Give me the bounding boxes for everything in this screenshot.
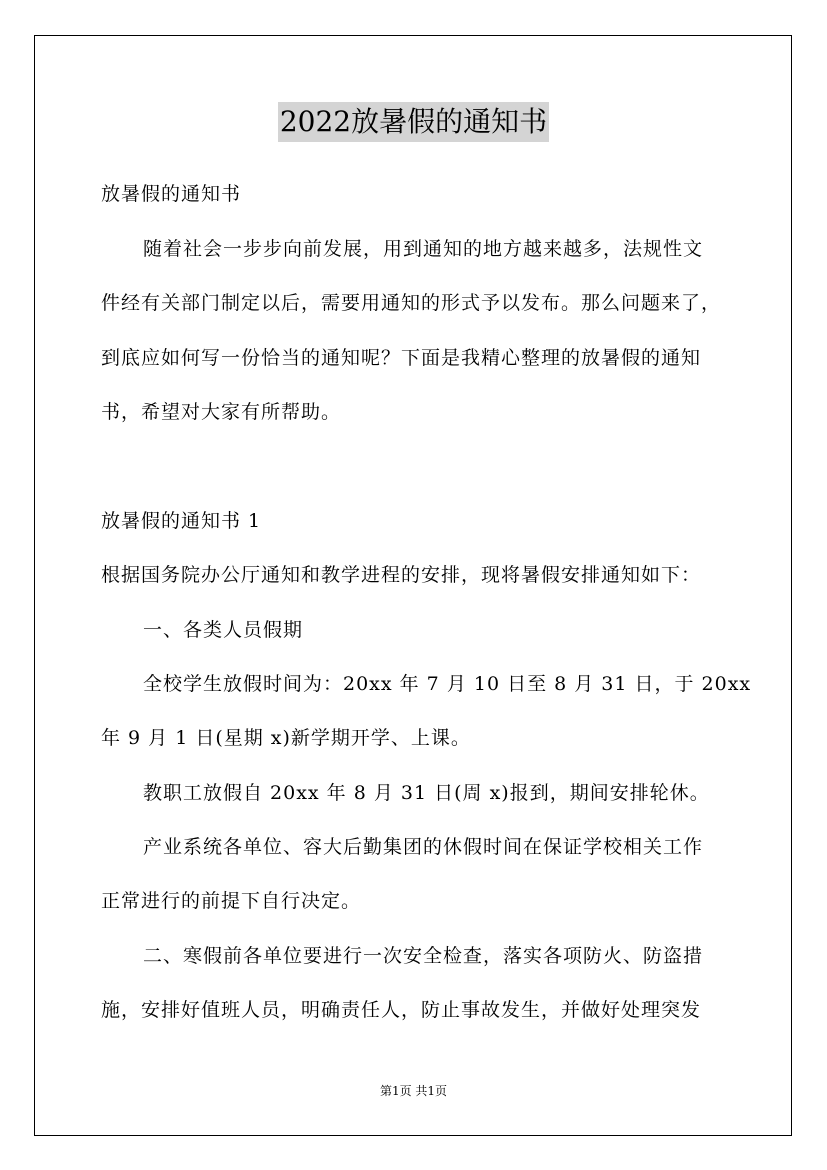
body-line: 年 9 月 1 日(星期 x)新学期开学、上课。 (101, 727, 471, 749)
section-heading: 放暑假的通知书 1 (101, 510, 262, 532)
body-line: 根据国务院办公厅通知和教学进程的安排，现将暑假安排通知如下： (101, 564, 702, 586)
body-line: 产业系统各单位、容大后勤集团的休假时间在保证学校相关工作 (143, 836, 704, 858)
intro-line: 书，希望对大家有所帮助。 (101, 401, 342, 423)
body-line: 教职工放假自 20xx 年 8 月 31 日(周 x)报到，期间安排轮休。 (143, 782, 710, 804)
document-subtitle: 放暑假的通知书 (101, 183, 242, 205)
title-container (0, 102, 827, 142)
intro-line: 随着社会一步步向前发展，用到通知的地方越来越多，法规性文 (143, 238, 704, 260)
body-line: 正常进行的前提下自行决定。 (101, 890, 362, 912)
body-line: 全校学生放假时间为：20xx 年 7 月 10 日至 8 月 31 日，于 20xx (143, 673, 752, 695)
page-footer: 第1页 共1页 (379, 1084, 448, 1098)
intro-line: 到底应如何写一份恰当的通知呢？下面是我精心整理的放暑假的通知 (101, 347, 702, 369)
intro-line: 件经有关部门制定以后，需要用通知的形式予以发布。那么问题来了， (101, 292, 722, 314)
body-line: 二、寒假前各单位要进行一次安全检查，落实各项防火、防盗措 (143, 945, 704, 967)
body-line: 施，安排好值班人员，明确责任人，防止事故发生，并做好处理突发 (101, 999, 702, 1021)
body-line: 一、各类人员假期 (143, 619, 304, 641)
document-title: 2022放暑假的通知书 (278, 102, 549, 142)
